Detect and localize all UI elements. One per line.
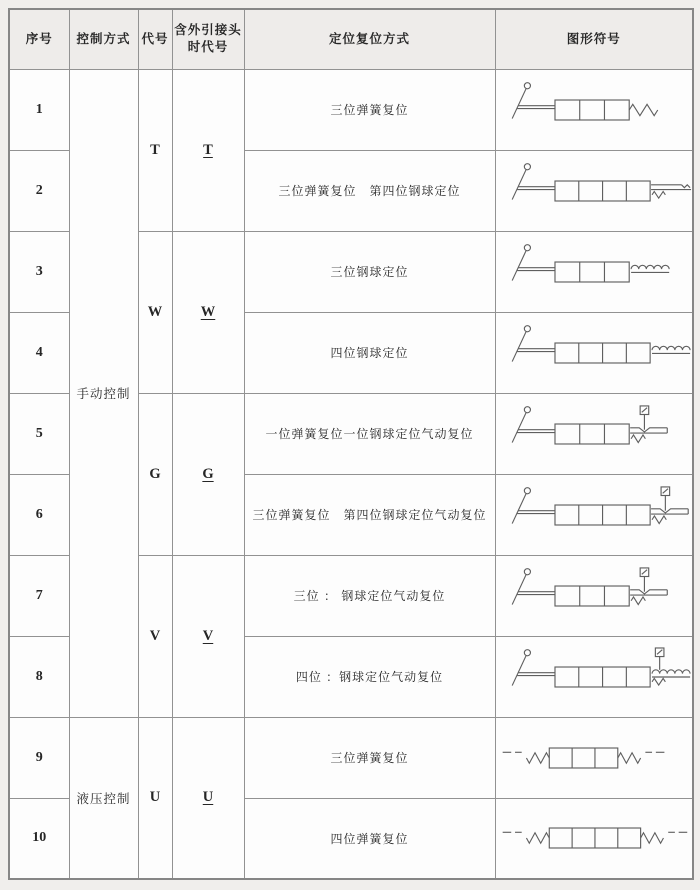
- valve-graphic-symbol: [496, 557, 692, 635]
- code-ext-cell-V: [172, 555, 244, 717]
- control-group-manual: 手动控制: [69, 69, 138, 717]
- code-ext-cell-W: [172, 231, 244, 393]
- code-cell-U: U: [138, 717, 172, 879]
- positioning-desc: 三位弹簧复位: [244, 717, 495, 798]
- header-code: 代号: [138, 9, 172, 69]
- valve-graphic-symbol: [496, 476, 692, 554]
- valve-graphic-symbol: [496, 719, 692, 797]
- header-code-ext: [172, 9, 244, 69]
- positioning-desc: 一位弹簧复位一位钢球定位气动复位: [244, 393, 495, 474]
- seq-cell: 7: [9, 555, 69, 636]
- header-code-ext-line2: 时代号: [187, 40, 229, 55]
- positioning-desc: 四位弹簧复位: [244, 798, 495, 879]
- symbol-cell: [495, 717, 693, 798]
- code-ext-cell-T: [172, 69, 244, 231]
- code-cell-W: W: [138, 231, 172, 393]
- positioning-desc: 三位 ： 钢球定位气动复位: [244, 555, 495, 636]
- code-ext-cell-G: [172, 393, 244, 555]
- valve-graphic-symbol: [496, 638, 692, 716]
- code-cell-V: V: [138, 555, 172, 717]
- seq-cell: 3: [9, 231, 69, 312]
- seq-cell: 1: [9, 69, 69, 150]
- control-group-hydraulic: 液压控制: [69, 717, 138, 879]
- positioning-desc: 三位弹簧复位 第四位钢球定位: [244, 150, 495, 231]
- symbol-cell: [495, 393, 693, 474]
- positioning-desc: 四位钢球定位: [244, 312, 495, 393]
- code-ext-value: G: [202, 465, 214, 482]
- header-seq: 序号: [9, 9, 69, 69]
- valve-graphic-symbol: [496, 799, 692, 877]
- code-ext-cell-U: [172, 717, 244, 879]
- valve-graphic-symbol: [496, 71, 692, 149]
- seq-cell: 6: [9, 474, 69, 555]
- seq-cell: 2: [9, 150, 69, 231]
- code-ext-value: W: [200, 303, 216, 320]
- code-ext-value: V: [202, 627, 214, 644]
- code-cell-T: T: [138, 69, 172, 231]
- positioning-desc: 三位钢球定位: [244, 231, 495, 312]
- symbol-cell: [495, 798, 693, 879]
- positioning-desc: 三位弹簧复位 第四位钢球定位气动复位: [244, 474, 495, 555]
- valve-graphic-symbol: [496, 152, 692, 230]
- seq-cell: 9: [9, 717, 69, 798]
- table-header: [9, 9, 693, 69]
- header-symbol: 图形符号: [495, 9, 693, 69]
- table-row: [9, 69, 693, 150]
- code-cell-G: G: [138, 393, 172, 555]
- valve-graphic-symbol: [496, 395, 692, 473]
- symbol-cell: [495, 231, 693, 312]
- symbol-cell: [495, 150, 693, 231]
- seq-cell: 8: [9, 636, 69, 717]
- symbol-cell: [495, 636, 693, 717]
- code-ext-value: U: [202, 789, 214, 806]
- valve-graphic-symbol: [496, 314, 692, 392]
- header-code-ext-line1: 含外引接头: [174, 23, 242, 38]
- symbol-cell: [495, 69, 693, 150]
- seq-cell: 5: [9, 393, 69, 474]
- positioning-desc: 四位 ：钢球定位气动复位: [244, 636, 495, 717]
- seq-cell: 10: [9, 798, 69, 879]
- code-ext-value: T: [203, 141, 213, 158]
- table-row: [9, 717, 693, 798]
- header-positioning: 定位复位方式: [244, 9, 495, 69]
- header-control: 控制方式: [69, 9, 138, 69]
- symbol-cell: [495, 555, 693, 636]
- symbol-cell: [495, 312, 693, 393]
- valve-graphic-symbol: [496, 233, 692, 311]
- symbol-cell: [495, 474, 693, 555]
- positioning-desc: 三位弹簧复位: [244, 69, 495, 150]
- valve-control-spec-table: [8, 8, 694, 880]
- seq-cell: 4: [9, 312, 69, 393]
